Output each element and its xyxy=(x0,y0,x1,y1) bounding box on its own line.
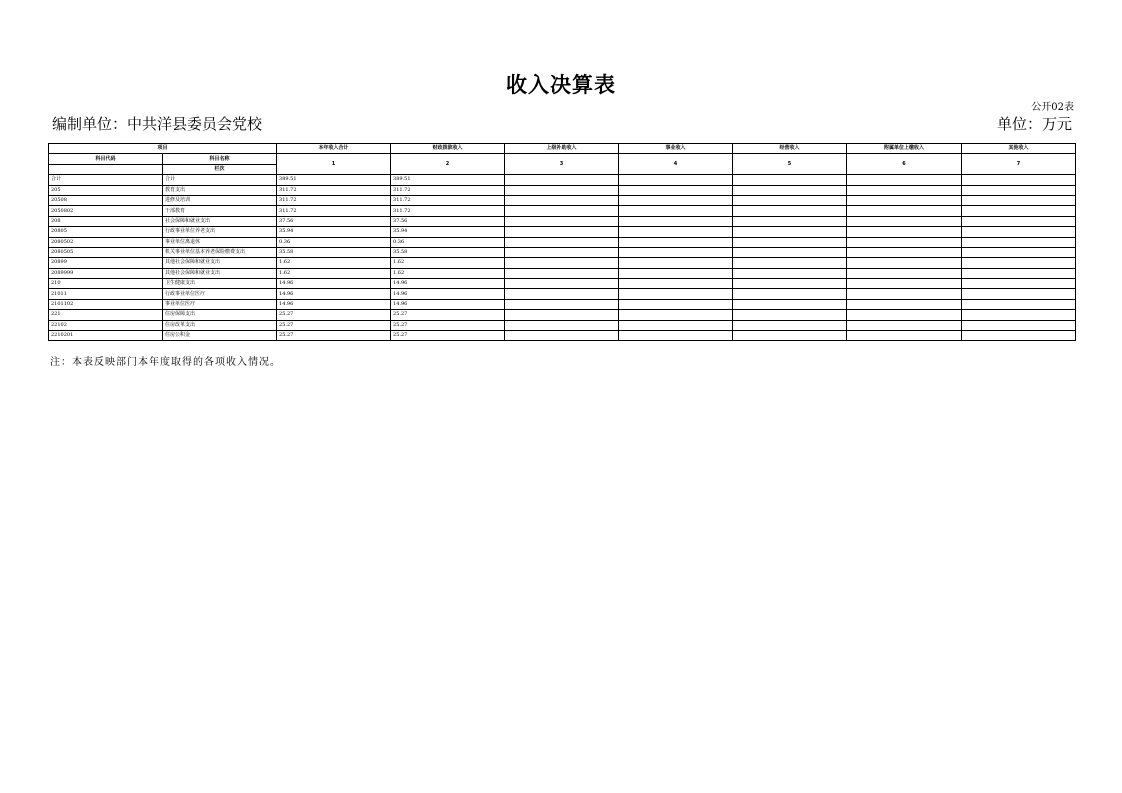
row-code: 20899 xyxy=(49,258,163,268)
col-header-1: 本年收入合计 xyxy=(277,144,391,154)
row-name: 事业单位离退休 xyxy=(163,237,277,247)
row-v5 xyxy=(733,310,847,320)
row-name: 住房保障支出 xyxy=(163,310,277,320)
row-v2: 1.62 xyxy=(391,258,505,268)
row-v1: 25.27 xyxy=(277,320,391,330)
row-v6 xyxy=(847,320,962,330)
row-v7 xyxy=(962,216,1076,226)
row-v5 xyxy=(733,195,847,205)
row-code: 22102 xyxy=(49,320,163,330)
row-v4 xyxy=(619,195,733,205)
row-v2: 389.51 xyxy=(391,175,505,185)
table-row xyxy=(49,279,1076,289)
col-num-6: 6 xyxy=(847,154,962,175)
row-v6 xyxy=(847,195,962,205)
col-header-5: 经营收入 xyxy=(733,144,847,154)
col-num-1: 1 xyxy=(277,154,391,175)
row-v6 xyxy=(847,268,962,278)
row-v6 xyxy=(847,310,962,320)
table-row xyxy=(49,185,1076,195)
row-v5 xyxy=(733,320,847,330)
row-v6 xyxy=(847,175,962,185)
row-v2: 14.96 xyxy=(391,299,505,309)
row-v4 xyxy=(619,206,733,216)
col-num-4: 4 xyxy=(619,154,733,175)
table-row xyxy=(49,289,1076,299)
row-name: 进修及培训 xyxy=(163,195,277,205)
footer-note: 注：本表反映部门本年度取得的各项收入情况。 xyxy=(50,357,281,368)
row-v2: 0.36 xyxy=(391,237,505,247)
row-v6 xyxy=(847,247,962,257)
row-v7 xyxy=(962,175,1076,185)
row-v6 xyxy=(847,237,962,247)
row-name: 行政事业单位养老支出 xyxy=(163,227,277,237)
row-name: 行政事业单位医疗 xyxy=(163,289,277,299)
col-num-5: 5 xyxy=(733,154,847,175)
row-v4 xyxy=(619,185,733,195)
row-v4 xyxy=(619,247,733,257)
row-v5 xyxy=(733,227,847,237)
row-v1: 35.94 xyxy=(277,227,391,237)
table-row xyxy=(49,320,1076,330)
row-v1: 311.72 xyxy=(277,185,391,195)
row-v4 xyxy=(619,299,733,309)
row-v2: 25.27 xyxy=(391,320,505,330)
row-v4 xyxy=(619,258,733,268)
row-v3 xyxy=(505,279,619,289)
row-v4 xyxy=(619,289,733,299)
col-header-7: 其他收入 xyxy=(962,144,1076,154)
row-v5 xyxy=(733,331,847,341)
table-row xyxy=(49,299,1076,309)
row-v5 xyxy=(733,258,847,268)
row-code: 20805 xyxy=(49,227,163,237)
row-v4 xyxy=(619,175,733,185)
row-v4 xyxy=(619,331,733,341)
row-name: 教育支出 xyxy=(163,185,277,195)
row-v2: 37.56 xyxy=(391,216,505,226)
row-v2: 35.58 xyxy=(391,247,505,257)
row-v4 xyxy=(619,237,733,247)
row-v7 xyxy=(962,268,1076,278)
row-v1: 25.27 xyxy=(277,310,391,320)
row-code: 2101102 xyxy=(49,299,163,309)
row-v1: 1.62 xyxy=(277,268,391,278)
col-index-label: 栏次 xyxy=(163,164,277,174)
form-number: 公开02表 xyxy=(1031,102,1074,113)
row-v2: 25.27 xyxy=(391,331,505,341)
col-num-2: 2 xyxy=(391,154,505,175)
row-code: 21011 xyxy=(49,289,163,299)
col-header-4: 事业收入 xyxy=(619,144,733,154)
row-v2: 25.27 xyxy=(391,310,505,320)
row-code: 2210201 xyxy=(49,331,163,341)
table-row xyxy=(49,206,1076,216)
row-code: 2080505 xyxy=(49,247,163,257)
row-code: 2080502 xyxy=(49,237,163,247)
table-row xyxy=(49,310,1076,320)
row-v1: 14.96 xyxy=(277,279,391,289)
row-v3 xyxy=(505,237,619,247)
table-row xyxy=(49,268,1076,278)
row-v6 xyxy=(847,279,962,289)
row-v6 xyxy=(847,289,962,299)
row-v7 xyxy=(962,237,1076,247)
unit-label: 单位：万元 xyxy=(996,115,1072,133)
row-code: 205 xyxy=(49,185,163,195)
row-v4 xyxy=(619,279,733,289)
project-header: 项目 xyxy=(49,144,277,154)
name-header: 科目名称 xyxy=(163,154,277,164)
row-v1: 311.72 xyxy=(277,206,391,216)
row-v5 xyxy=(733,279,847,289)
row-v3 xyxy=(505,206,619,216)
row-v7 xyxy=(962,206,1076,216)
row-v7 xyxy=(962,279,1076,289)
row-code: 2089999 xyxy=(49,268,163,278)
row-name: 事业单位医疗 xyxy=(163,299,277,309)
table-row xyxy=(49,237,1076,247)
row-v4 xyxy=(619,216,733,226)
table-row xyxy=(49,258,1076,268)
row-v3 xyxy=(505,247,619,257)
row-v4 xyxy=(619,268,733,278)
row-v7 xyxy=(962,247,1076,257)
row-v1: 311.72 xyxy=(277,195,391,205)
row-v6 xyxy=(847,227,962,237)
row-v2: 311.72 xyxy=(391,206,505,216)
row-v1: 25.27 xyxy=(277,331,391,341)
code-blank xyxy=(49,164,163,174)
row-name: 卫生健康支出 xyxy=(163,279,277,289)
row-v2: 311.72 xyxy=(391,195,505,205)
page-title: 收入决算表 xyxy=(506,72,616,97)
row-v6 xyxy=(847,206,962,216)
row-name: 合计 xyxy=(163,175,277,185)
row-v5 xyxy=(733,289,847,299)
row-v3 xyxy=(505,175,619,185)
row-v2: 35.94 xyxy=(391,227,505,237)
col-num-7: 7 xyxy=(962,154,1076,175)
row-code: 210 xyxy=(49,279,163,289)
row-name: 干部教育 xyxy=(163,206,277,216)
row-v3 xyxy=(505,268,619,278)
income-table xyxy=(48,143,1076,341)
row-v3 xyxy=(505,216,619,226)
row-v4 xyxy=(619,320,733,330)
row-v4 xyxy=(619,227,733,237)
row-v1: 389.51 xyxy=(277,175,391,185)
col-header-3: 上级补助收入 xyxy=(505,144,619,154)
row-name: 住房改革支出 xyxy=(163,320,277,330)
row-v5 xyxy=(733,299,847,309)
row-v6 xyxy=(847,216,962,226)
row-v7 xyxy=(962,195,1076,205)
row-v7 xyxy=(962,310,1076,320)
row-v3 xyxy=(505,289,619,299)
code-header: 科目代码 xyxy=(49,154,163,164)
row-v7 xyxy=(962,227,1076,237)
row-name: 住房公积金 xyxy=(163,331,277,341)
table-row xyxy=(49,227,1076,237)
col-header-6: 附属单位上缴收入 xyxy=(847,144,962,154)
row-v5 xyxy=(733,206,847,216)
row-v2: 1.62 xyxy=(391,268,505,278)
row-v3 xyxy=(505,185,619,195)
col-header-2: 财政拨款收入 xyxy=(391,144,505,154)
row-v6 xyxy=(847,331,962,341)
table-row xyxy=(49,331,1076,341)
row-name: 其他社会保障和就业支出 xyxy=(163,268,277,278)
row-v3 xyxy=(505,227,619,237)
row-v5 xyxy=(733,216,847,226)
row-v1: 14.96 xyxy=(277,289,391,299)
row-v2: 311.72 xyxy=(391,185,505,195)
row-code: 2050802 xyxy=(49,206,163,216)
row-v7 xyxy=(962,320,1076,330)
row-v5 xyxy=(733,237,847,247)
org-label: 编制单位：中共洋县委员会党校 xyxy=(52,115,263,133)
row-code: 221 xyxy=(49,310,163,320)
row-v3 xyxy=(505,299,619,309)
table-row xyxy=(49,175,1076,185)
row-v5 xyxy=(733,247,847,257)
col-num-3: 3 xyxy=(505,154,619,175)
row-v2: 14.96 xyxy=(391,279,505,289)
row-v1: 0.36 xyxy=(277,237,391,247)
row-v5 xyxy=(733,175,847,185)
row-v3 xyxy=(505,310,619,320)
row-v2: 14.96 xyxy=(391,289,505,299)
row-v7 xyxy=(962,289,1076,299)
row-v1: 1.62 xyxy=(277,258,391,268)
row-v6 xyxy=(847,185,962,195)
row-name: 其他社会保障和就业支出 xyxy=(163,258,277,268)
row-v6 xyxy=(847,258,962,268)
row-v3 xyxy=(505,331,619,341)
row-name: 机关事业单位基本养老保险缴费支出 xyxy=(163,247,277,257)
row-v5 xyxy=(733,185,847,195)
row-v3 xyxy=(505,320,619,330)
row-v4 xyxy=(619,310,733,320)
row-v1: 37.56 xyxy=(277,216,391,226)
row-v6 xyxy=(847,299,962,309)
table-row xyxy=(49,216,1076,226)
table-row xyxy=(49,195,1076,205)
row-v7 xyxy=(962,331,1076,341)
row-v3 xyxy=(505,258,619,268)
row-v7 xyxy=(962,185,1076,195)
row-v3 xyxy=(505,195,619,205)
row-v1: 14.96 xyxy=(277,299,391,309)
row-code: 208 xyxy=(49,216,163,226)
table-row xyxy=(49,247,1076,257)
row-code: 合计 xyxy=(49,175,163,185)
row-v7 xyxy=(962,258,1076,268)
row-v1: 35.58 xyxy=(277,247,391,257)
row-v7 xyxy=(962,299,1076,309)
row-name: 社会保障和就业支出 xyxy=(163,216,277,226)
row-v5 xyxy=(733,268,847,278)
row-code: 20508 xyxy=(49,195,163,205)
